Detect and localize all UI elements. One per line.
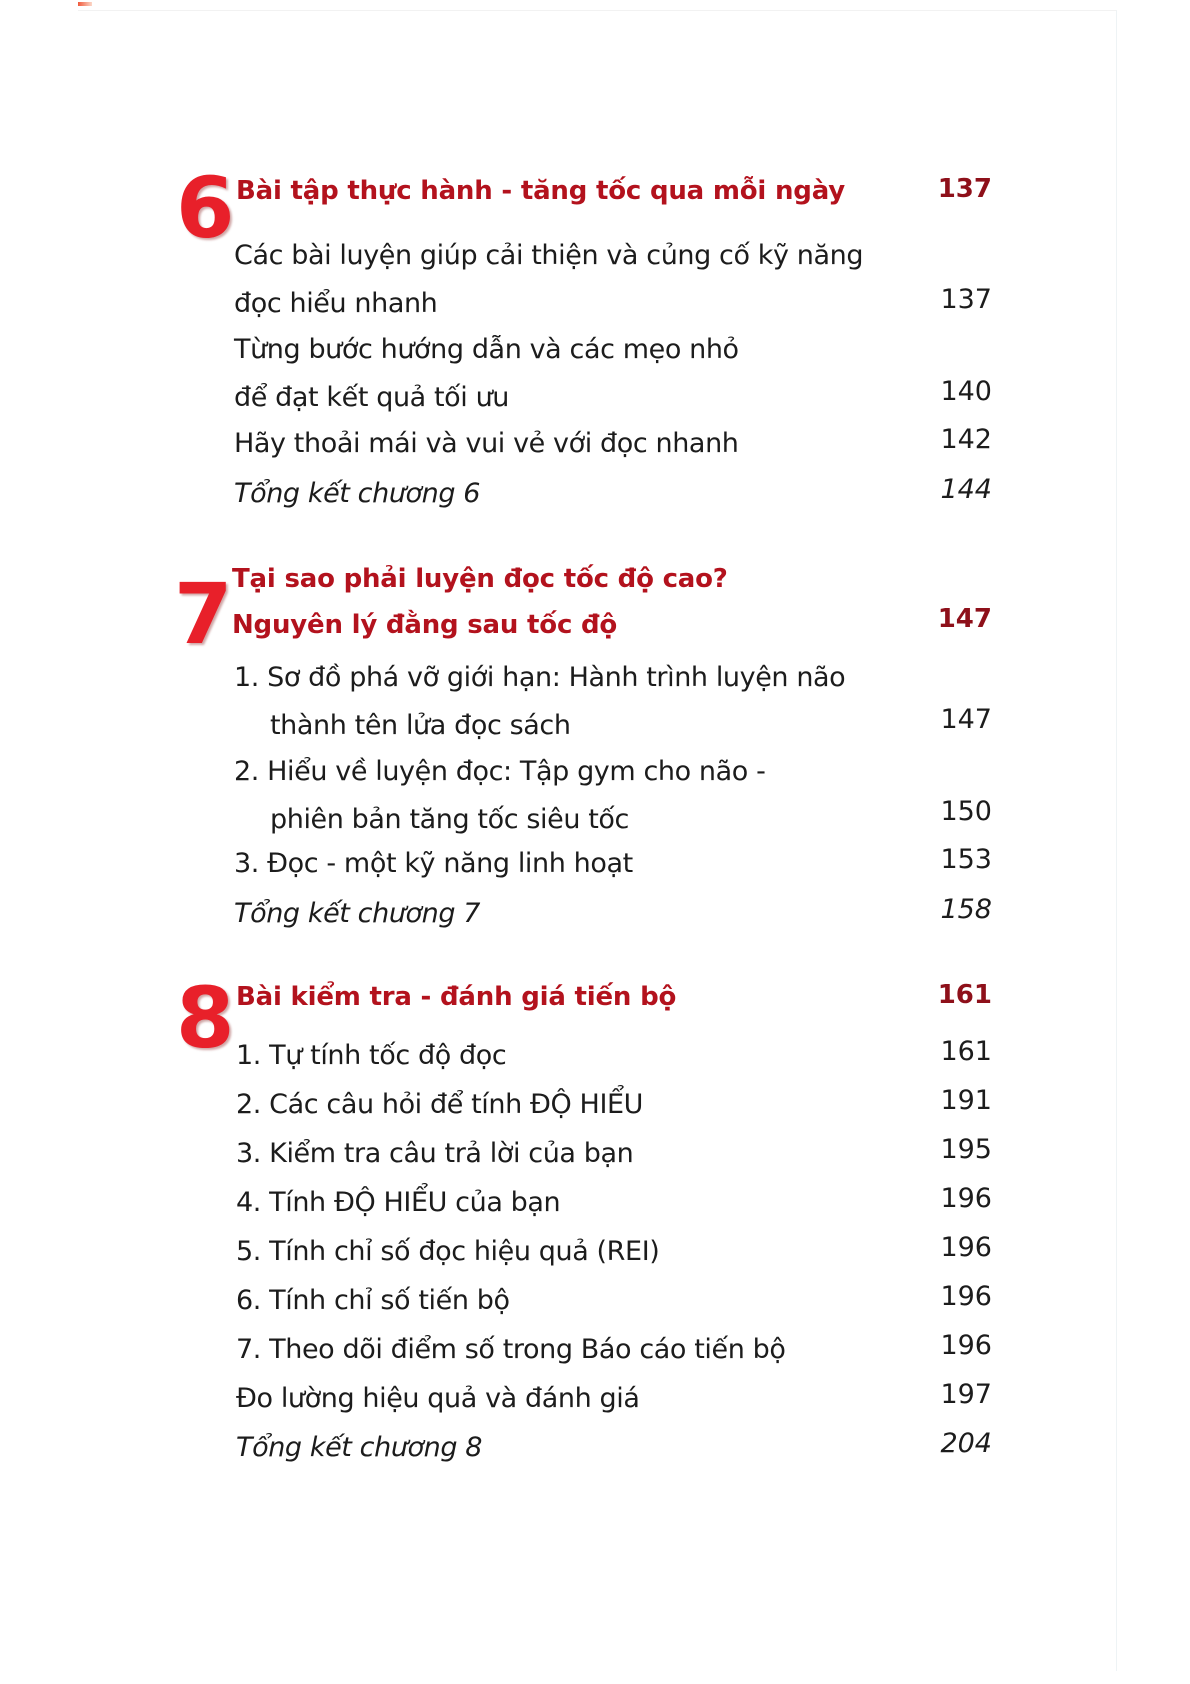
chapter-title: Bài tập thực hành - tăng tốc qua mỗi ngày (236, 176, 845, 206)
toc-entry[interactable] (236, 1032, 936, 1080)
entry-page: 196 (940, 1232, 992, 1263)
entry-page: 137 (940, 284, 992, 315)
toc-entry[interactable] (234, 232, 934, 328)
entry-line: 7. Theo dõi điểm số trong Báo cáo tiến bộ (236, 1334, 786, 1365)
chapter-title: Bài kiểm tra - đánh giá tiến bộ (236, 982, 677, 1012)
chapter-number: 6 (176, 159, 235, 257)
entry-line: đọc hiểu nhanh (234, 288, 438, 319)
entry-line: Các bài luyện giúp cải thiện và củng cố kỹ năng (234, 240, 864, 271)
entry-line: Từng bước hướng dẫn và các mẹo nhỏ (234, 334, 739, 365)
entry-page: 204 (940, 1428, 992, 1459)
toc-entry[interactable] (236, 1179, 936, 1227)
toc-entry-summary[interactable] (236, 1424, 936, 1472)
toc-entry[interactable] (236, 1130, 936, 1178)
corner-mark (78, 2, 92, 6)
entry-line: 1. Sơ đồ phá vỡ giới hạn: Hành trình luyện não (234, 662, 846, 693)
entry-page: 161 (940, 1036, 992, 1067)
entry-line: Tổng kết chương 6 (234, 478, 481, 509)
entry-line: Tổng kết chương 7 (234, 898, 481, 929)
entry-line: Hãy thoải mái và vui vẻ với đọc nhanh (234, 428, 739, 459)
entry-line: phiên bản tăng tốc siêu tốc (270, 804, 629, 835)
entry-page: 196 (940, 1183, 992, 1214)
toc-entry[interactable] (236, 1228, 936, 1276)
chapter-page: 147 (937, 604, 992, 634)
chapter-title-line: Tại sao phải luyện đọc tốc độ cao? (232, 564, 728, 594)
entry-line: 4. Tính ĐỘ HIỂU của bạn (236, 1187, 561, 1218)
entry-page: 142 (940, 424, 992, 455)
toc-entry[interactable] (234, 654, 934, 750)
toc-entry[interactable] (236, 1326, 936, 1374)
entry-page: 195 (940, 1134, 992, 1165)
entry-page: 150 (940, 796, 992, 827)
toc-entry-summary[interactable] (234, 470, 934, 518)
entry-line: 6. Tính chỉ số tiến bộ (236, 1285, 510, 1316)
chapter-page: 161 (937, 980, 992, 1010)
chapter-number: 8 (176, 969, 235, 1067)
entry-line: 5. Tính chỉ số đọc hiệu quả (REI) (236, 1236, 660, 1267)
entry-page: 196 (940, 1281, 992, 1312)
toc-entry[interactable] (234, 326, 934, 422)
entry-page: 191 (940, 1085, 992, 1116)
entry-line: 1. Tự tính tốc độ đọc (236, 1040, 507, 1071)
entry-page: 140 (940, 376, 992, 407)
chapter-title-line: Nguyên lý đằng sau tốc độ (232, 610, 618, 640)
entry-page: 147 (940, 704, 992, 735)
entry-line: 3. Đọc - một kỹ năng linh hoạt (234, 848, 633, 879)
entry-line: Tổng kết chương 8 (236, 1432, 483, 1463)
entry-line: 2. Hiểu về luyện đọc: Tập gym cho não - (234, 756, 766, 787)
entry-page: 196 (940, 1330, 992, 1361)
toc-entry[interactable] (234, 420, 934, 468)
chapter-title (232, 556, 728, 648)
entry-line: thành tên lửa đọc sách (270, 710, 571, 741)
entry-page: 144 (940, 474, 992, 505)
entry-line: 3. Kiểm tra câu trả lời của bạn (236, 1138, 634, 1169)
entry-page: 158 (940, 894, 992, 925)
entry-page: 197 (940, 1379, 992, 1410)
chapter-page: 137 (937, 174, 992, 204)
toc-entry[interactable] (236, 1081, 936, 1129)
toc-entry-summary[interactable] (234, 890, 934, 938)
entry-page: 153 (940, 844, 992, 875)
toc-entry[interactable] (234, 748, 934, 844)
toc-entry[interactable] (236, 1277, 936, 1325)
entry-line: 2. Các câu hỏi để tính ĐỘ HIỂU (236, 1089, 644, 1120)
chapter-number: 7 (174, 565, 233, 663)
toc-entry[interactable] (234, 840, 934, 888)
toc-entry[interactable] (236, 1375, 936, 1423)
entry-line: để đạt kết quả tối ưu (234, 382, 509, 413)
entry-line: Đo lường hiệu quả và đánh giá (236, 1383, 640, 1414)
